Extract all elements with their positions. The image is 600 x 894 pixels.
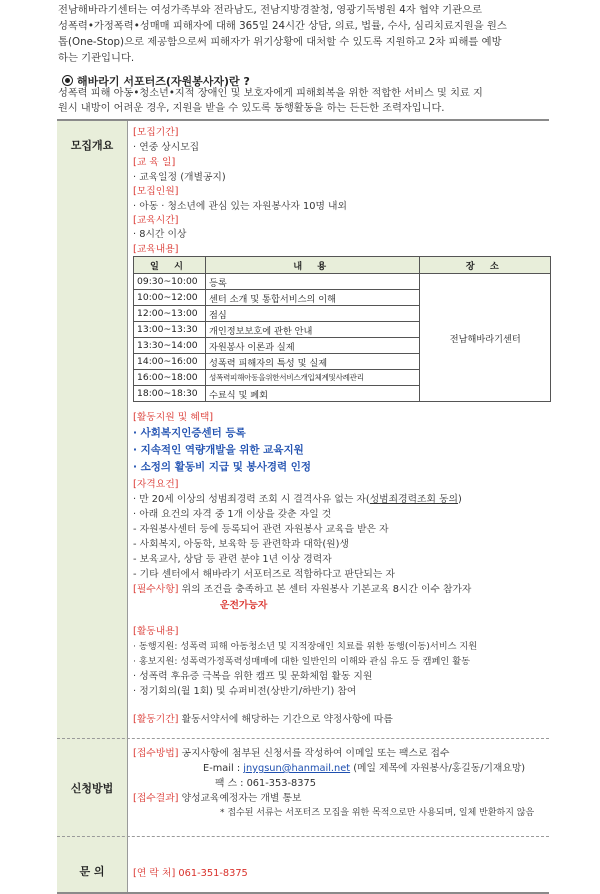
schedule-table: [133, 256, 551, 402]
qualify-line-text: ): [458, 494, 462, 505]
fax-line: 팩 스 : 061-353-8375: [215, 778, 316, 789]
activity-line: · 동행지원: 성폭력 피해 아동청소년 및 지적장애인 치료를 위한 동행(이동)서비스 지원: [133, 641, 478, 652]
intro-line: 전남해바라기센터는 여성가족부와 전라남도, 전남지방경찰청, 영광기독병원 4자 협약 기관으로: [58, 4, 482, 16]
activity-line: · 정기회의(월 1회) 및 슈퍼비전(상반기/하반기) 참여: [133, 686, 357, 697]
intro-line: 톱(One-Stop)으로 제공함으로써 피해자가 위기상황에 대처할 수 있도록 지원하고 2차 피해를 예방: [58, 36, 502, 48]
schedule-time: 16:00~18:00: [134, 370, 206, 386]
section-description: [58, 86, 558, 116]
required-heading: [필수사항]: [133, 584, 179, 595]
benefit-item: · 지속적인 역량개발을 위한 교육지원: [133, 444, 304, 456]
qualify-line-text: · 만 20세 이상의 성범죄경력 조회 시 결격사유 없는 자(: [133, 494, 370, 505]
schedule-time: 10:00~12:00: [134, 290, 206, 306]
qualify-line: - 기타 센터에서 해바라기 서포터즈로 적합하다고 판단되는 자: [133, 569, 395, 580]
label-column: [57, 121, 128, 892]
schedule-content: 성폭력피해아동을위한서비스개입체계및사례관리: [205, 370, 420, 386]
email-note: (메일 제목에 자원봉사/홍길동/기재요망): [350, 763, 526, 774]
activity-period-text: 활동서약서에 해당하는 기간으로 약정사항에 따름: [178, 714, 393, 725]
contact-phone: 061-351-8375: [175, 868, 248, 879]
edu-day-text: · 교육일정 (개별공지): [133, 172, 226, 183]
schedule-time: 13:00~13:30: [134, 322, 206, 338]
schedule-content: 등록: [205, 274, 420, 290]
intro-text: [58, 2, 558, 66]
apply-note: * 접수된 서류는 서포터즈 모집을 위한 목적으로만 사용되며, 일체 반환하지 않음: [220, 808, 535, 818]
content-heading: [교육내용]: [133, 244, 179, 255]
activity-period-heading: [활동기간]: [133, 714, 179, 725]
intro-line: 성폭력•가정폭력•성매매 피해자에 대해 365일 24시간 상담, 의료, 법률, 수사, 심리치료지원을 원스: [58, 20, 507, 32]
table-row: [134, 274, 551, 290]
time-text: · 8시간 이상: [133, 229, 187, 240]
recruit-label: 모집개요: [70, 139, 114, 152]
qualify-line: - 보육교사, 상담 등 관련 분야 1년 이상 경력자: [133, 554, 332, 565]
benefit-item: · 사회복지인증센터 등록: [133, 427, 246, 439]
schedule-time: 18:00~18:30: [134, 386, 206, 402]
section-title-text: 해바라기 서포터즈(자원봉사자)란 ?: [77, 75, 250, 88]
benefits-heading: [활동지원 및 혜택]: [133, 412, 214, 423]
apply-result-heading: [접수결과]: [133, 793, 179, 804]
apply-label: 신청방법: [70, 782, 114, 795]
required-text: 위의 조건을 충족하고 본 센터 자원봉사 기본교육 8시간 이수 참가자: [178, 584, 472, 595]
apply-result-line: [133, 790, 301, 804]
contact-heading: [연 락 처]: [133, 868, 176, 879]
period-heading: [모집기간]: [133, 127, 179, 138]
driver-text: 운전가능자: [220, 600, 268, 611]
qualify-heading: [자격요건]: [133, 479, 179, 490]
circle-bullet-icon: [62, 75, 73, 86]
schedule-content: 수료식 및 폐회: [205, 386, 420, 402]
qualify-line: · 아래 요건의 자격 중 1개 이상을 갖춘 자일 것: [133, 509, 332, 520]
activity-period-line: [133, 711, 393, 725]
required-line: [133, 581, 471, 595]
info-table: [57, 119, 549, 894]
row-divider: [57, 836, 549, 837]
desc-line: 원시 내방이 어려운 경우, 지원을 받을 수 있도록 동행활동을 하는 든든한 조력자입니다.: [58, 103, 445, 114]
intro-line: 하는 기관입니다.: [58, 52, 135, 64]
people-text: · 아동 · 청소년에 관심 있는 자원봉사자 10명 내외: [133, 201, 347, 212]
schedule-content: 개인정보보호에 관한 안내: [205, 322, 420, 338]
schedule-content: 자원봉사 이론과 실제: [205, 338, 420, 354]
activity-line: · 성폭력 후유증 극복을 위한 캠프 및 문화체험 활동 지원: [133, 671, 373, 682]
schedule-time: 12:00~13:00: [134, 306, 206, 322]
schedule-content: 점심: [205, 306, 420, 322]
schedule-time: 14:00~16:00: [134, 354, 206, 370]
email-label: E-mail :: [203, 763, 244, 774]
benefit-item: · 소정의 활동비 지급 및 봉사경력 인정: [133, 461, 312, 473]
schedule-time: 13:30~14:00: [134, 338, 206, 354]
schedule-header: 일 시: [134, 257, 206, 274]
apply-method-line: [133, 745, 449, 759]
qualify-underline: 성범죄경력조회 동의: [369, 494, 459, 505]
email-link[interactable]: jnygsun@hanmail.net: [243, 763, 351, 774]
people-heading: [모집인원]: [133, 186, 179, 197]
desc-line: 성폭력 피해 아동•청소년•지적 장애인 및 보호자에게 피해회복을 위한 적합한 서비스 및 치료 지: [58, 88, 483, 99]
apply-result-text: 양성교육예정자는 개별 통보: [178, 793, 302, 804]
apply-method-text: 공지사항에 첨부된 신청서를 작성하여 이메일 또는 팩스로 접수: [178, 748, 450, 759]
contact-line: [133, 865, 248, 879]
time-heading: [교육시간]: [133, 215, 179, 226]
schedule-content: 성폭력 피해자의 특성 및 실제: [205, 354, 420, 370]
apply-method-heading: [접수방법]: [133, 748, 179, 759]
activity-line: · 홍보지원: 성폭력가정폭력성매매에 대한 일반인의 이해와 관심 유도 등 캠페인 활동: [133, 656, 470, 667]
activity-heading: [활동내용]: [133, 626, 179, 637]
edu-day-heading: [교 육 일]: [133, 157, 176, 168]
schedule-header: 내 용: [205, 257, 420, 274]
period-text: · 연중 상시모집: [133, 142, 200, 153]
schedule-time: 09:30~10:00: [134, 274, 206, 290]
qualify-line: [133, 491, 462, 505]
schedule-header: 장 소: [420, 257, 551, 274]
email-line: [203, 760, 525, 774]
contact-label: 문 의: [79, 865, 105, 878]
qualify-line: - 사회복지, 아동학, 보육학 등 관련학과 대학(원)생: [133, 539, 349, 550]
row-divider: [57, 738, 549, 739]
schedule-content: 센터 소개 및 통합서비스의 이해: [205, 290, 420, 306]
qualify-line: - 자원봉사센터 등에 등록되어 관련 자원봉사 교육을 받은 자: [133, 524, 389, 535]
schedule-place: 전남해바라기센터: [420, 274, 551, 402]
